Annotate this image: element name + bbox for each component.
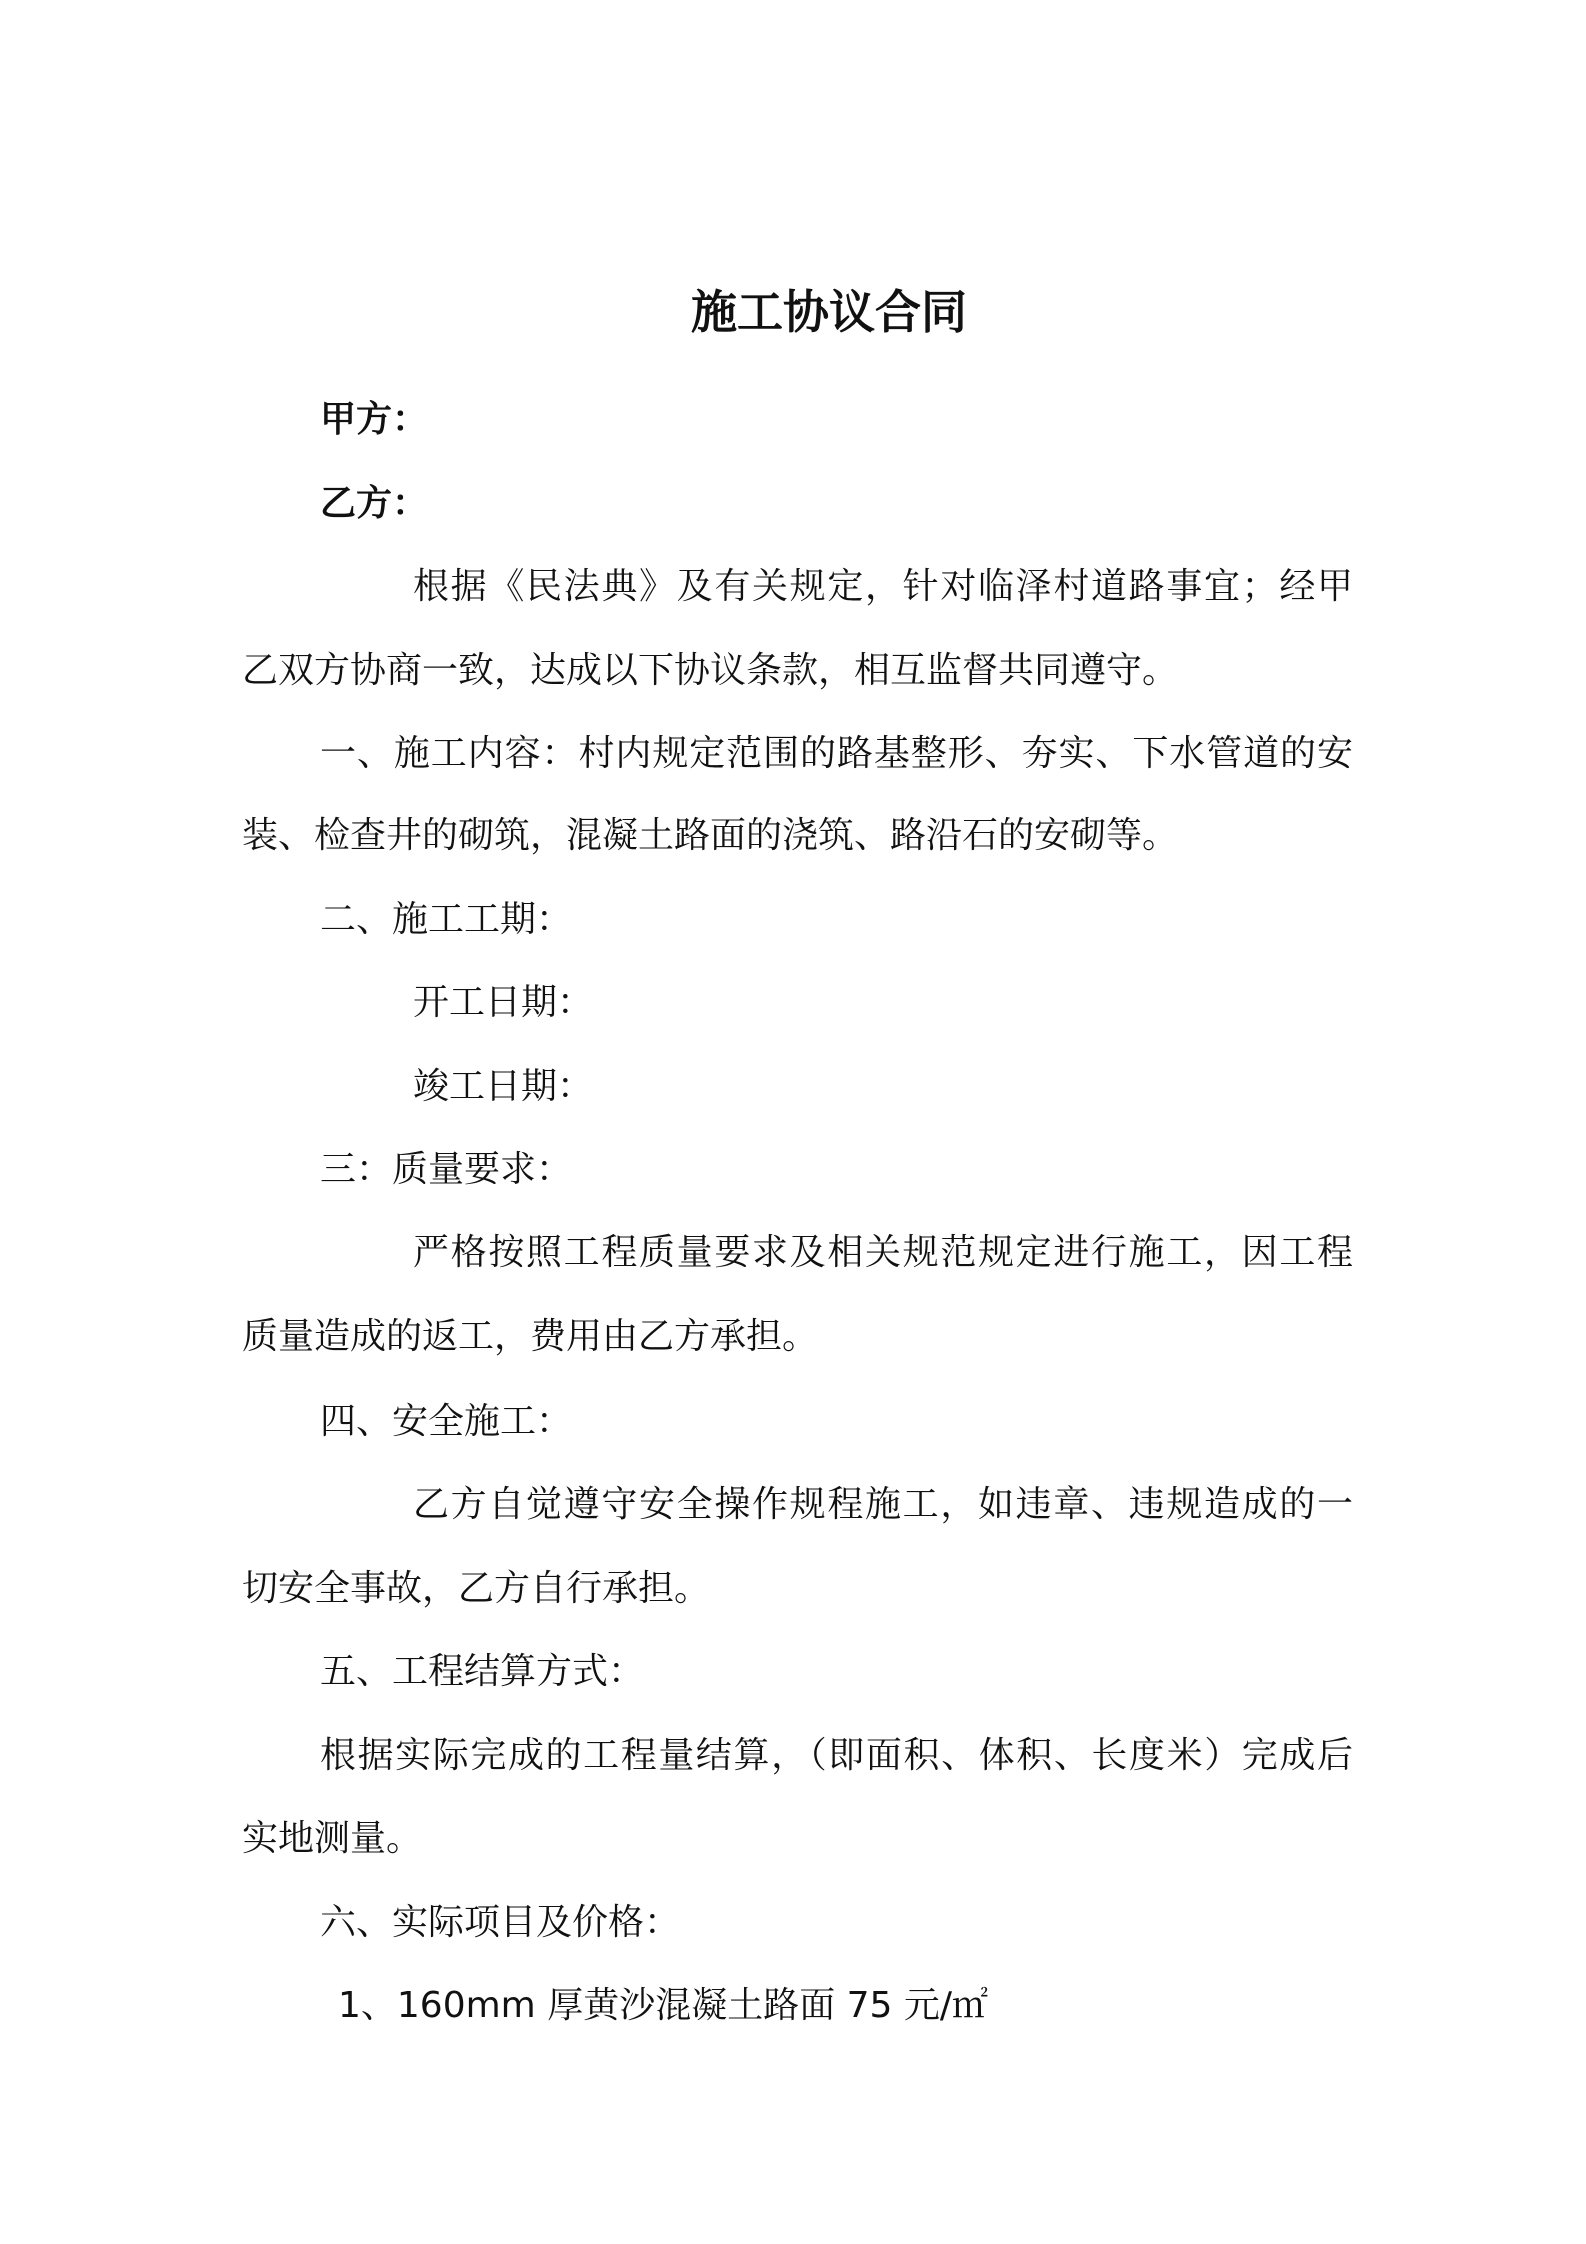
price-item: 1、160mm 厚黄沙混凝土路面 75 元/㎡ [338,1985,989,2026]
party-b-label: 乙方： [320,483,429,524]
section-5-line: 实地测量。 [242,1818,423,1859]
section-2-heading: 二、施工工期： [320,899,573,940]
section-3-heading: 三：质量要求： [320,1149,573,1190]
section-6-heading: 六、实际项目及价格： [320,1902,681,1943]
party-a-label: 甲方： [320,399,429,440]
section-4-heading: 四、安全施工： [320,1401,573,1442]
section-1-line: 一、施工内容：村内规定范围的路基整形、夯实、下水管道的安 [320,733,1353,774]
section-4-line: 切安全事故，乙方自行承担。 [242,1568,711,1609]
section-1-line: 装、检查井的砌筑，混凝土路面的浇筑、路沿石的安砌等。 [242,815,1179,856]
completion-date-label: 竣工日期： [413,1066,594,1107]
start-date-label: 开工日期： [413,982,594,1023]
document-title: 施工协议合同 [691,285,967,339]
section-3-line: 严格按照工程质量要求及相关规范规定进行施工，因工程 [413,1232,1353,1273]
preamble-line: 根据《民法典》及有关规定，针对临泽村道路事宜；经甲 [413,566,1353,607]
section-5-heading: 五、工程结算方式： [320,1651,645,1692]
section-5-line: 根据实际完成的工程量结算，（即面积、体积、长度米）完成后 [320,1735,1353,1776]
preamble-line: 乙双方协商一致，达成以下协议条款，相互监督共同遵守。 [242,650,1179,691]
section-3-line: 质量造成的返工，费用由乙方承担。 [242,1316,819,1357]
section-4-line: 乙方自觉遵守安全操作规程施工，如违章、违规造成的一 [413,1484,1353,1525]
